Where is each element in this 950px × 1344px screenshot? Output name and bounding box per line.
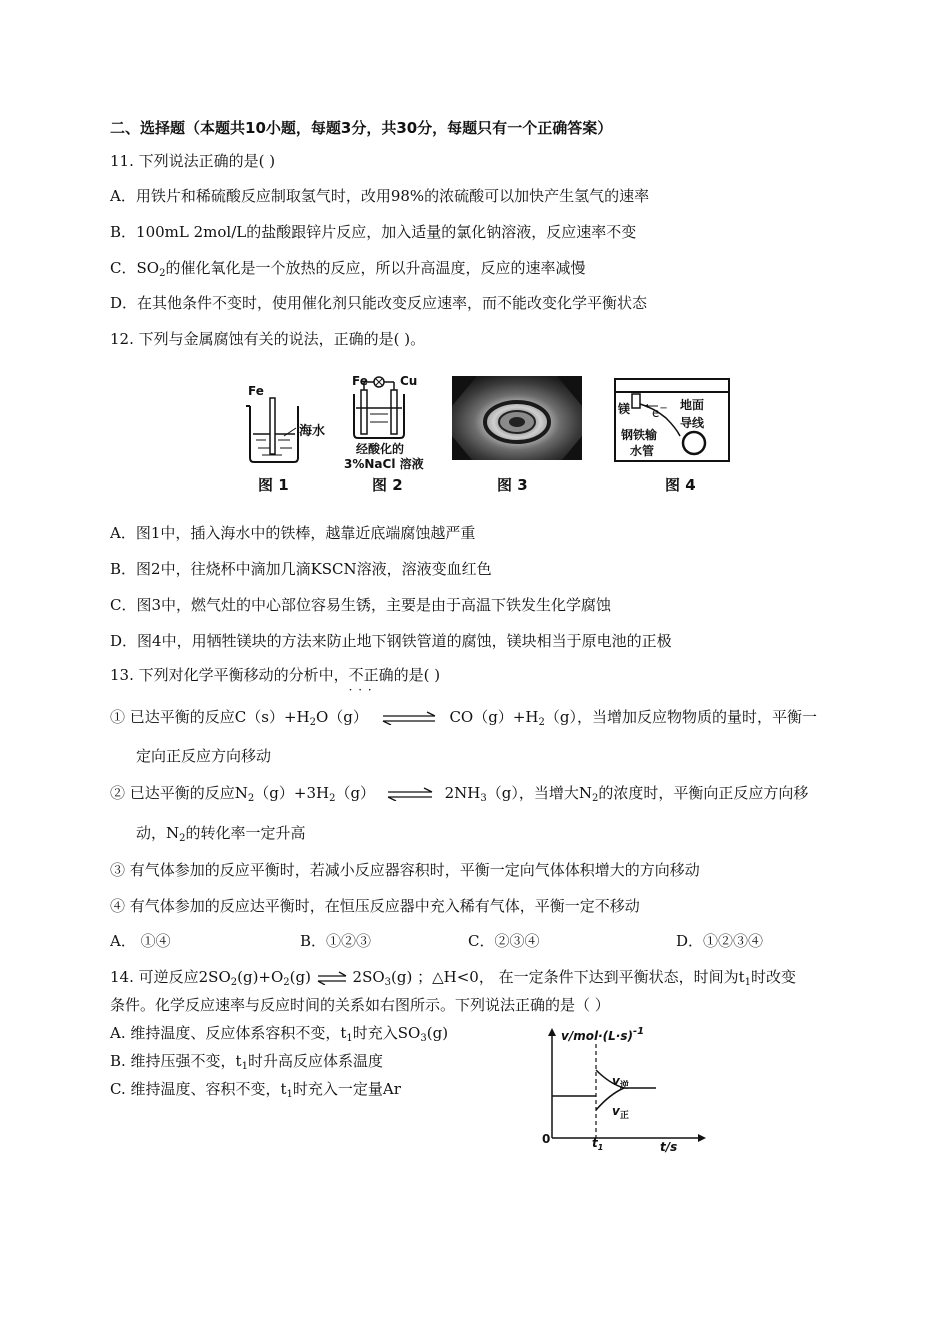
q14-stem-line2: 条件。化学反应速率与反应时间的关系如右图所示。下列说法正确的是（ ） <box>110 996 610 1014</box>
emphasis: 不正确 · · · <box>349 666 394 684</box>
graph-y-axis-label <box>561 1026 644 1043</box>
text: 时充入一定量Ar <box>292 1080 401 1098</box>
superscript: − <box>659 403 668 414</box>
fig2-solution-line2: 3%NaCl 溶液 <box>344 457 424 471</box>
q13-stem <box>110 665 440 685</box>
q14-stem-line1 <box>110 967 796 993</box>
superscript: -1 <box>632 1026 645 1037</box>
graph-v-forward-label <box>612 1104 629 1121</box>
fig4-magnesium-label: 镁 <box>618 402 631 416</box>
text: 的是( ) <box>393 666 441 684</box>
q12-stem: 12. 下列与金属腐蚀有关的说法，正确的是( )。 <box>110 330 426 348</box>
q12-option-b: B．图2中，往烧杯中滴加几滴KSCN溶液，溶液变血红色 <box>110 560 492 578</box>
fig3-caption: 图 3 <box>497 476 528 494</box>
q14-option-c <box>110 1079 401 1105</box>
subscript: 2 <box>247 793 255 804</box>
q14-rate-time-graph <box>538 1024 710 1160</box>
subscript: 2 <box>538 717 545 728</box>
q12-option-c: C．图3中，燃气灶的中心部位容易生锈，主要是由于高温下铁发生化学腐蚀 <box>110 596 612 614</box>
text: 2NH <box>444 784 481 802</box>
graph-x-axis-label: t/s <box>660 1140 678 1154</box>
subscript: 2 <box>309 717 316 728</box>
fig4-pipe-label-2: 水管 <box>630 444 655 458</box>
text: ① 已达平衡的反应C（s）+H <box>110 708 310 726</box>
text: 14. 可逆反应2SO <box>110 968 231 986</box>
q13-statement-1-cont: 定向正反应方向移动 <box>136 747 272 765</box>
fig4-caption: 图 4 <box>665 476 696 494</box>
q13-option-c: C．②③④ <box>468 932 540 950</box>
text: （g） <box>335 784 376 802</box>
q11-option-d: D．在其他条件不变时，使用催化剂只能改变反应速率，而不能改变化学平衡状态 <box>110 294 648 312</box>
fig4-electron-label <box>652 403 668 420</box>
fig1-caption: 图 1 <box>258 476 289 494</box>
equilibrium-arrow-icon <box>381 711 437 725</box>
fig4-wire-label: 导线 <box>680 416 705 430</box>
subscript: 1 <box>744 977 752 988</box>
text: B. 维持压强不变，t <box>110 1052 242 1070</box>
equilibrium-arrow-icon <box>386 787 434 801</box>
fig2-cu-label: Cu <box>400 374 418 388</box>
graph-v-reverse-label <box>612 1074 629 1091</box>
y-label: v/mol·(L·s) <box>561 1029 633 1043</box>
fig4-ground-label: 地面 <box>680 398 705 412</box>
fig2-fe-label: Fe <box>352 374 368 388</box>
subscript: 3 <box>480 793 487 804</box>
q13-option-a: A． ①④ <box>110 932 171 950</box>
q13-options <box>110 931 763 951</box>
text: (g) ；△H<0， 在一定条件下达到平衡状态，时间为t <box>391 968 745 986</box>
q11-stem: 11. 下列说法正确的是( ) <box>110 152 276 170</box>
fig4-pipe-label-1: 钢铁输 <box>621 428 658 442</box>
electron: e <box>652 406 660 420</box>
subscript: 2 <box>159 268 166 279</box>
subscript: 1 <box>286 1089 293 1100</box>
text: （g）+3H <box>254 784 330 802</box>
subscript: 2 <box>329 793 336 804</box>
subscript: 2 <box>179 833 186 844</box>
equilibrium-arrow-icon <box>317 971 347 985</box>
text: ② 已达平衡的反应N <box>110 784 248 802</box>
subscript: 3 <box>420 1033 427 1044</box>
section-title: 二、选择题（本题共10小题，每题3分，共30分，每题只有一个正确答案） <box>110 119 613 137</box>
graph-origin-label: 0 <box>542 1132 551 1146</box>
text: CO（g）+H <box>449 708 539 726</box>
subscript: 1 <box>241 1061 248 1072</box>
q12-option-d: D．图4中，用牺牲镁块的方法来防止地下钢铁管道的腐蚀，镁块相当于原电池的正极 <box>110 632 672 650</box>
q14-option-a <box>110 1023 448 1049</box>
v: v <box>612 1074 620 1088</box>
q13-statement-4: ④ 有气体参加的反应达平衡时，在恒压反应器中充入稀有气体，平衡一定不移动 <box>110 897 640 915</box>
text: (g)+O <box>237 968 284 986</box>
text: 13. 下列对化学平衡移动的分析中， <box>110 666 349 684</box>
q11-option-b: B．100mL 2mol/L的盐酸跟锌片反应，加入适量的氯化钠溶液，反应速率不变 <box>110 223 637 241</box>
subscript: 1 <box>346 1033 353 1044</box>
subscript: 3 <box>384 977 392 988</box>
figure-3-stove-photo <box>452 376 582 460</box>
text: 2SO <box>352 968 385 986</box>
q13-statement-2 <box>110 783 808 809</box>
v: v <box>612 1104 620 1118</box>
text: C．SO <box>110 259 160 277</box>
q12-option-a: A．图1中，插入海水中的铁棒，越靠近底端腐蚀越严重 <box>110 524 476 542</box>
text: (g) <box>289 968 311 986</box>
text: C. 维持温度、容积不变，t <box>110 1080 287 1098</box>
subscript: 2 <box>591 793 599 804</box>
text: O（g） <box>315 708 368 726</box>
text: 的浓度时，平衡向正反应方向移 <box>598 784 809 802</box>
graph-t1-label <box>592 1136 603 1152</box>
q13-option-b: B．①②③ <box>300 932 372 950</box>
text: 的转化率一定升高 <box>185 824 306 842</box>
fig1-fe-label: Fe <box>248 384 264 398</box>
q13-statement-3: ③ 有气体参加的反应平衡时，若减小反应器容积时，平衡一定向气体体积增大的方向移动 <box>110 861 700 879</box>
subscript: 逆 <box>619 1081 629 1091</box>
text: （g），当增大N <box>486 784 592 802</box>
text: A. 维持温度、反应体系容积不变，t <box>110 1024 347 1042</box>
subscript: 1 <box>597 1143 604 1152</box>
text: 时改变 <box>751 968 797 986</box>
q13-statement-2-cont <box>136 823 306 849</box>
q14-option-b <box>110 1051 383 1077</box>
fig2-solution-line1: 经酸化的 <box>356 442 405 456</box>
text: 时充入SO <box>352 1024 421 1042</box>
q13-statement-1 <box>110 707 817 733</box>
q13-option-d: D．①②③④ <box>676 932 764 950</box>
text: 的催化氧化是一个放热的反应，所以升高温度，反应的速率减慢 <box>165 259 586 277</box>
text: （g），当增加反应物物质的量时，平衡一 <box>544 708 817 726</box>
subscript: 正 <box>619 1111 629 1121</box>
q11-option-c <box>110 258 585 284</box>
text: 动，N <box>136 824 180 842</box>
fig2-caption: 图 2 <box>372 476 403 494</box>
text: (g) <box>426 1024 449 1042</box>
q11-option-a: A．用铁片和稀硫酸反应制取氢气时，改用98%的浓硫酸可以加快产生氢气的速率 <box>110 187 650 205</box>
subscript: 2 <box>230 977 238 988</box>
subscript: 2 <box>283 977 290 988</box>
text: 时升高反应体系温度 <box>247 1052 383 1070</box>
fig1-seawater-label: 海水 <box>299 424 326 439</box>
t: t <box>592 1136 598 1150</box>
